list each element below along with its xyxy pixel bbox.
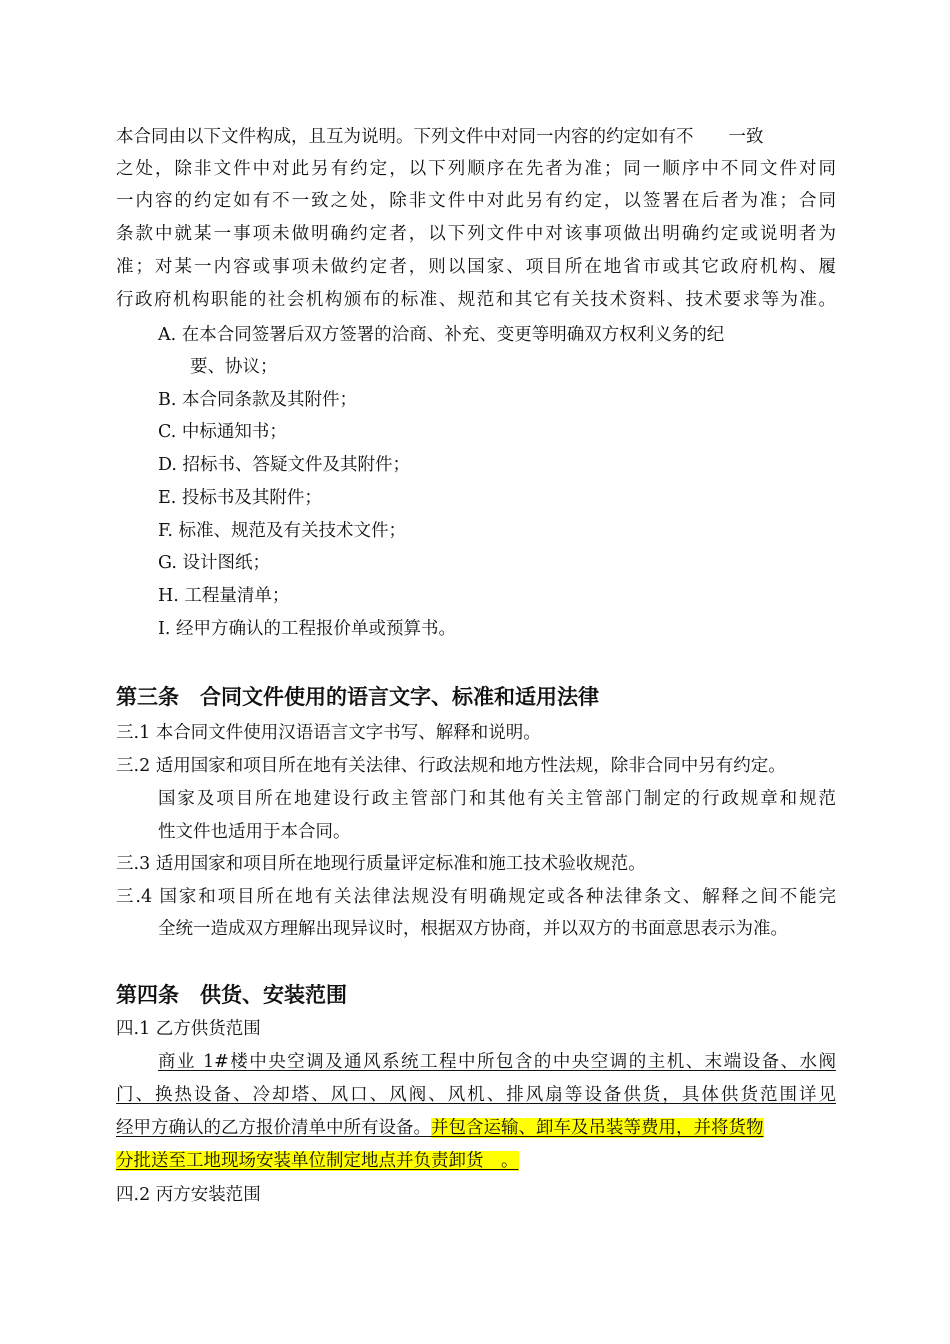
intro-line: 行政府机构职能的社会机构颁布的标准、规范和其它有关技术资料、技术要求等为准。 — [116, 290, 836, 310]
intro-line: 本合同由以下文件构成，且互为说明。下列文件中对同一内容的约定如有不 一致 — [116, 127, 764, 147]
highlighted-text: 并包含运输、卸车及吊装等费用，并将货物 — [431, 1118, 764, 1138]
list-item-h: H. 工程量清单； — [158, 586, 290, 606]
list-item-g: G. 设计图纸； — [158, 553, 270, 573]
article-3-clause: 三.4 国家和项目所在地有关法律法规没有明确规定或各种法律条文、解释之间不能完 — [116, 887, 836, 907]
list-item-b: B. 本合同条款及其附件； — [158, 390, 357, 410]
article-3-clause: 三.2 适用国家和项目所在地有关法律、行政法规和地方性法规，除非合同中另有约定。 — [116, 756, 786, 776]
list-item-e: E. 投标书及其附件； — [158, 488, 322, 508]
intro-line: 之处，除非文件中对此另有约定，以下列顺序在先者为准；同一顺序中不同文件对同 — [116, 159, 836, 179]
intro-line: 条款中就某一事项未做明确约定者，以下列文件中对该事项做出明确约定或说明者为 — [116, 224, 836, 244]
supply-scope-line: 门、换热设备、冷却塔、风口、风阀、风机、排风扇等设备供货，具体供货范围详见 — [116, 1085, 836, 1105]
article-3-clause: 三.3 适用国家和项目所在地现行质量评定标准和施工技术验收规范。 — [116, 854, 646, 874]
article-4-heading: 第四条 供货、安装范围 — [116, 983, 347, 1007]
article-4-sub-2: 四.2 丙方安装范围 — [116, 1185, 261, 1205]
article-3-clause-cont: 性文件也适用于本合同。 — [158, 822, 351, 842]
list-item-d: D. 招标书、答疑文件及其附件； — [158, 455, 411, 475]
list-item-a-cont: 要、协议； — [190, 357, 278, 377]
article-4-sub-1: 四.1 乙方供货范围 — [116, 1019, 261, 1039]
article-3-clause-cont: 全统一造成双方理解出现异议时，根据双方协商，并以双方的书面意思表示为准。 — [158, 919, 788, 939]
supply-scope-line — [116, 1150, 519, 1172]
article-3-clause: 三.1 本合同文件使用汉语语言文字书写、解释和说明。 — [116, 723, 541, 743]
list-item-c: C. 中标通知书； — [158, 422, 287, 442]
list-item-a: A. 在本合同签署后双方签署的洽商、补充、变更等明确双方权利义务的纪 — [158, 325, 725, 345]
intro-line: 一内容的约定如有不一致之处，除非文件中对此另有约定，以签署在后者为准；合同 — [116, 191, 836, 211]
list-item-f: F. 标准、规范及有关技术文件； — [158, 521, 407, 541]
article-3-heading: 第三条 合同文件使用的语言文字、标准和适用法律 — [116, 685, 599, 709]
supply-scope-line: 商业 1#楼中央空调及通风系统工程中所包含的中央空调的主机、末端设备、水阀 — [158, 1052, 836, 1072]
supply-scope-text: 经甲方确认的乙方报价清单中所有设备。 — [116, 1118, 431, 1138]
intro-line: 准；对某一内容或事项未做约定者，则以国家、项目所在地省市或其它政府机构、履 — [116, 257, 836, 277]
article-3-clause-cont: 国家及项目所在地建设行政主管部门和其他有关主管部门制定的行政规章和规范 — [158, 789, 836, 809]
highlighted-text: 分批送至工地现场安装单位制定地点并负责卸货 。 — [116, 1151, 519, 1171]
list-item-i: I. 经甲方确认的工程报价单或预算书。 — [158, 619, 457, 639]
supply-scope-line — [116, 1117, 836, 1139]
